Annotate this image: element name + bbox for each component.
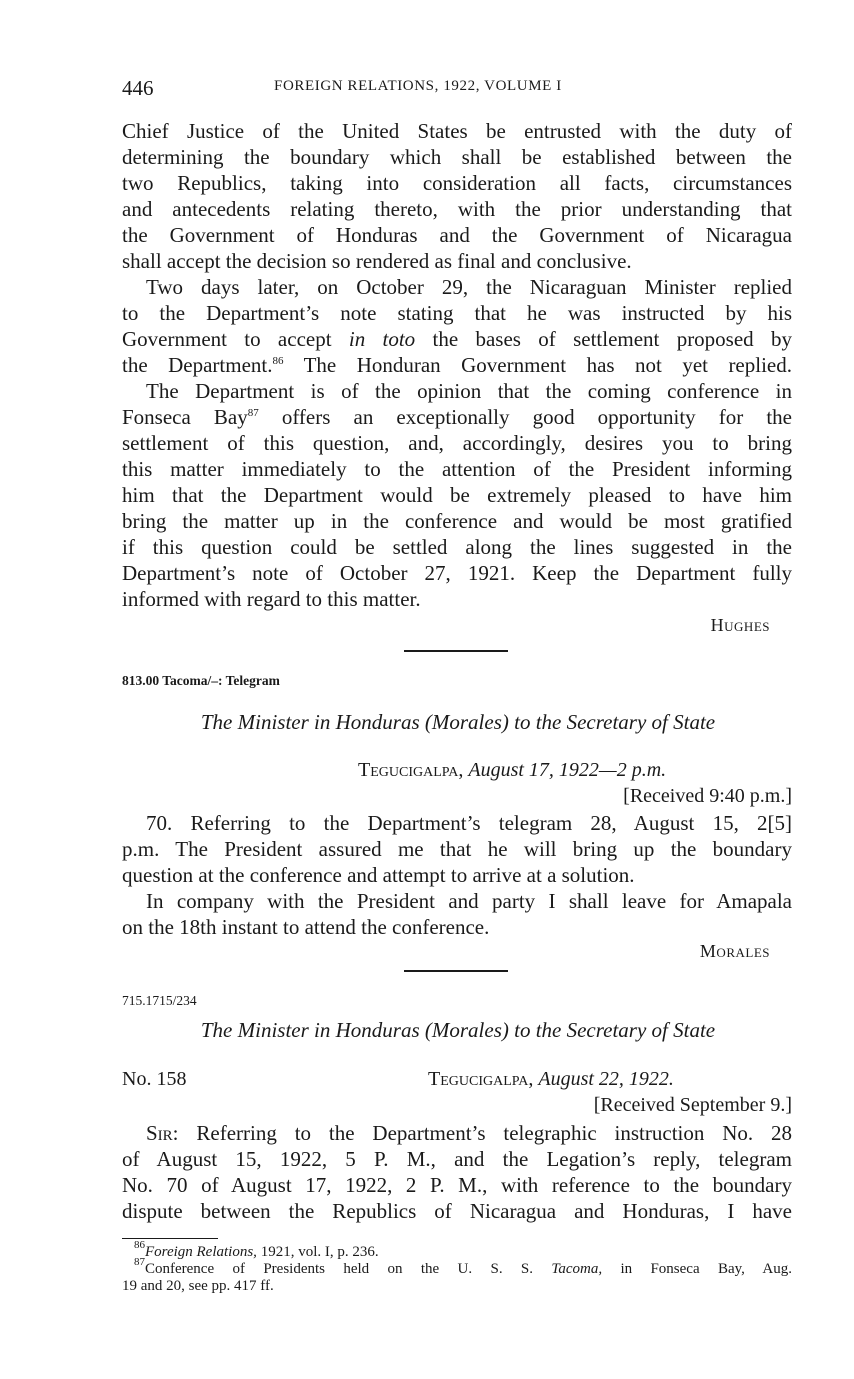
text-line: Department’s note of October 27, 1921. Keep the Department fully (122, 561, 792, 585)
running-title: FOREIGN RELATIONS, 1922, VOLUME I (274, 78, 562, 94)
text-line: question at the conference and attempt to arrive at a solution. (122, 863, 635, 887)
text-line: and antecedents relating thereto, with the prior understanding that (122, 197, 792, 221)
document-number: No. 158 (122, 1068, 187, 1090)
text-line: In company with the President and party I shall leave for Amapala (146, 889, 792, 913)
text-line: informed with regard to this matter. (122, 587, 421, 611)
text-line: the Department.$^{86}$ The Honduran Government has not yet replied. (122, 353, 792, 377)
date: August 17, 1922—2 p.m. (468, 759, 667, 781)
salutation: Sir: (146, 1121, 179, 1145)
text-line: the Government of Honduras and the Government of Nicaragua (122, 223, 792, 247)
signature: Hughes (710, 615, 770, 635)
text-line: on the 18th instant to attend the conference. (122, 915, 490, 939)
text-line: this matter immediately to the attention of the President informing (122, 457, 792, 481)
document-title: The Minister in Honduras (Morales) to the Secretary of State (200, 1018, 716, 1042)
place: Tegucigalpa, (358, 759, 464, 781)
text-line: p.m. The President assured me that he will bring up the boundary (122, 837, 792, 861)
dateline (428, 1068, 674, 1091)
page-number: 446 (122, 76, 154, 100)
text-line: him that the Department would be extremely pleased to have him (122, 483, 792, 507)
text-line: Fonseca Bay$^{87}$ offers an exceptionally good opportunity for the (122, 405, 792, 429)
text-line: determining the boundary which shall be established between the (122, 145, 792, 169)
text-line: No. 70 of August 17, 1922, 2 P. M., with reference to the boundary (122, 1173, 792, 1197)
text-line: to the Department’s note stating that he was instructed by his (122, 301, 792, 325)
footnote-86: $^{86}$Foreign Relations, 1921, vol. I, p. 236. (134, 1239, 379, 1260)
place: Tegucigalpa, (428, 1068, 534, 1090)
text-line: The Department is of the opinion that the coming conference in (146, 379, 792, 403)
footnote-87: $^{87}$Conference of Presidents held on the U. S. S. Tacoma, in Fonseca Bay, Aug. (134, 1256, 793, 1277)
file-reference: 813.00 Tacoma/–: Telegram (122, 673, 280, 688)
footnote-ref: 86 (272, 355, 284, 367)
received-note: [Received September 9.] (593, 1094, 792, 1116)
text-line: two Republics, taking into consideration all facts, circumstances (122, 171, 792, 195)
text-line: shall accept the decision so rendered as final and conclusive. (122, 249, 632, 273)
footnote-87-continued: 19 and 20, see pp. 417 ff. (122, 1278, 274, 1294)
text-line: Government to accept in toto the bases of settlement proposed by (122, 327, 792, 351)
document-title: The Minister in Honduras (Morales) to the Secretary of State (200, 710, 716, 734)
section-divider (404, 970, 508, 972)
page-header (122, 74, 792, 104)
section-divider (404, 650, 508, 652)
received-note: [Received 9:40 p.m.] (623, 785, 792, 807)
text-line: Chief Justice of the United States be entrusted with the duty of (122, 119, 792, 143)
file-reference: 715.1715/234 (122, 993, 197, 1008)
text-line: of August 15, 1922, 5 P. M., and the Legation’s reply, telegram (122, 1147, 792, 1171)
footnote-ref: 87 (247, 407, 259, 419)
text-line: Sir: Referring to the Department’s telegraphic instruction No. 28 (146, 1121, 792, 1145)
text-line: settlement of this question, and, accordingly, desires you to bring (122, 431, 792, 455)
text-line: dispute between the Republics of Nicaragua and Honduras, I have (122, 1199, 792, 1223)
text-line: Two days later, on October 29, the Nicaraguan Minister replied (146, 275, 792, 299)
date: August 22, 1922. (538, 1068, 674, 1090)
text-line: bring the matter up in the conference and would be most gratified (122, 509, 792, 533)
dateline (358, 759, 666, 782)
text-line: 70. Referring to the Department’s telegram 28, August 15, 2[5] (146, 811, 792, 835)
text-line: if this question could be settled along the lines suggested in the (122, 535, 792, 559)
signature: Morales (699, 941, 770, 961)
